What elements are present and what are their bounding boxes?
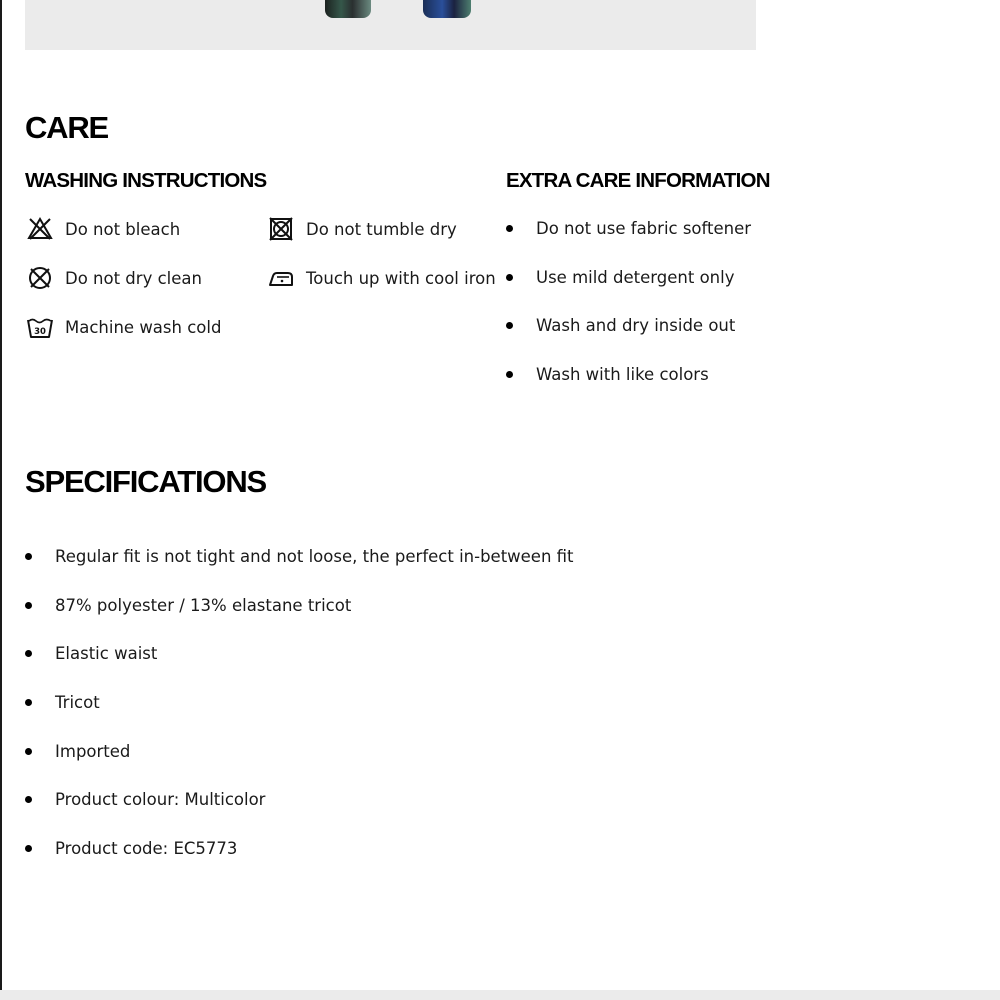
- bullet-icon: [25, 748, 32, 755]
- bullet-icon: [506, 225, 513, 232]
- extra-care-item: [506, 216, 751, 240]
- spec-item: [25, 787, 265, 811]
- specifications-section-title: SPECIFICATIONS: [25, 464, 266, 499]
- spec-text: Imported: [55, 741, 131, 761]
- extra-care-text: Do not use fabric softener: [536, 218, 752, 238]
- spec-item: [25, 739, 130, 763]
- spec-text: Product colour: Multicolor: [55, 789, 266, 809]
- spec-item: [25, 641, 157, 665]
- care-item-label: Touch up with cool iron: [306, 268, 496, 288]
- care-item-label: Do not dry clean: [65, 268, 202, 288]
- spec-item: [25, 690, 100, 714]
- care-item-label: Do not bleach: [65, 219, 181, 239]
- extra-care-text: Use mild detergent only: [536, 267, 735, 287]
- extra-care-heading: EXTRA CARE INFORMATION: [506, 169, 770, 192]
- spec-text: Elastic waist: [55, 643, 158, 663]
- bullet-icon: [25, 650, 32, 657]
- page-left-border: [0, 0, 2, 1000]
- bullet-icon: [506, 274, 513, 281]
- care-item-no-dry-clean: [26, 264, 202, 292]
- extra-care-text: Wash with like colors: [536, 364, 709, 384]
- extra-care-item: [506, 362, 709, 386]
- spec-text: Tricot: [55, 692, 100, 712]
- bullet-icon: [25, 699, 32, 706]
- spec-text: Product code: EC5773: [55, 838, 238, 858]
- bullet-icon: [25, 602, 32, 609]
- spec-text: 87% polyester / 13% elastane tricot: [55, 595, 352, 615]
- washing-instructions-heading: WASHING INSTRUCTIONS: [25, 169, 267, 192]
- no-dry-clean-icon: [26, 264, 54, 292]
- care-item-label: Machine wash cold: [65, 317, 222, 337]
- wash-30-icon: [26, 313, 54, 341]
- care-section-title: CARE: [25, 110, 109, 145]
- cool-iron-icon: [267, 264, 295, 292]
- footer-bar: [0, 990, 1000, 1000]
- no-tumble-dry-icon: [267, 215, 295, 243]
- wash-temperature-label: 30: [34, 327, 46, 337]
- bullet-icon: [25, 796, 32, 803]
- care-item-cool-iron: [267, 264, 496, 292]
- extra-care-item: [506, 265, 734, 289]
- product-image-strip: [25, 0, 756, 50]
- extra-care-item: [506, 313, 735, 337]
- product-thumbnail[interactable]: [423, 0, 471, 18]
- care-item-machine-wash-cold: [26, 313, 221, 341]
- bullet-icon: [506, 371, 513, 378]
- care-item-no-bleach: [26, 215, 180, 243]
- bullet-icon: [506, 322, 513, 329]
- product-thumbnail[interactable]: [325, 0, 371, 18]
- spec-text: Regular fit is not tight and not loose, the perfect in-between fit: [55, 546, 574, 566]
- spec-item: [25, 544, 574, 568]
- care-item-label: Do not tumble dry: [306, 219, 457, 239]
- no-bleach-icon: [26, 215, 54, 243]
- extra-care-text: Wash and dry inside out: [536, 315, 736, 335]
- spec-item: [25, 593, 351, 617]
- care-item-no-tumble-dry: [267, 215, 457, 243]
- bullet-icon: [25, 553, 32, 560]
- bullet-icon: [25, 845, 32, 852]
- spec-item: [25, 836, 237, 860]
